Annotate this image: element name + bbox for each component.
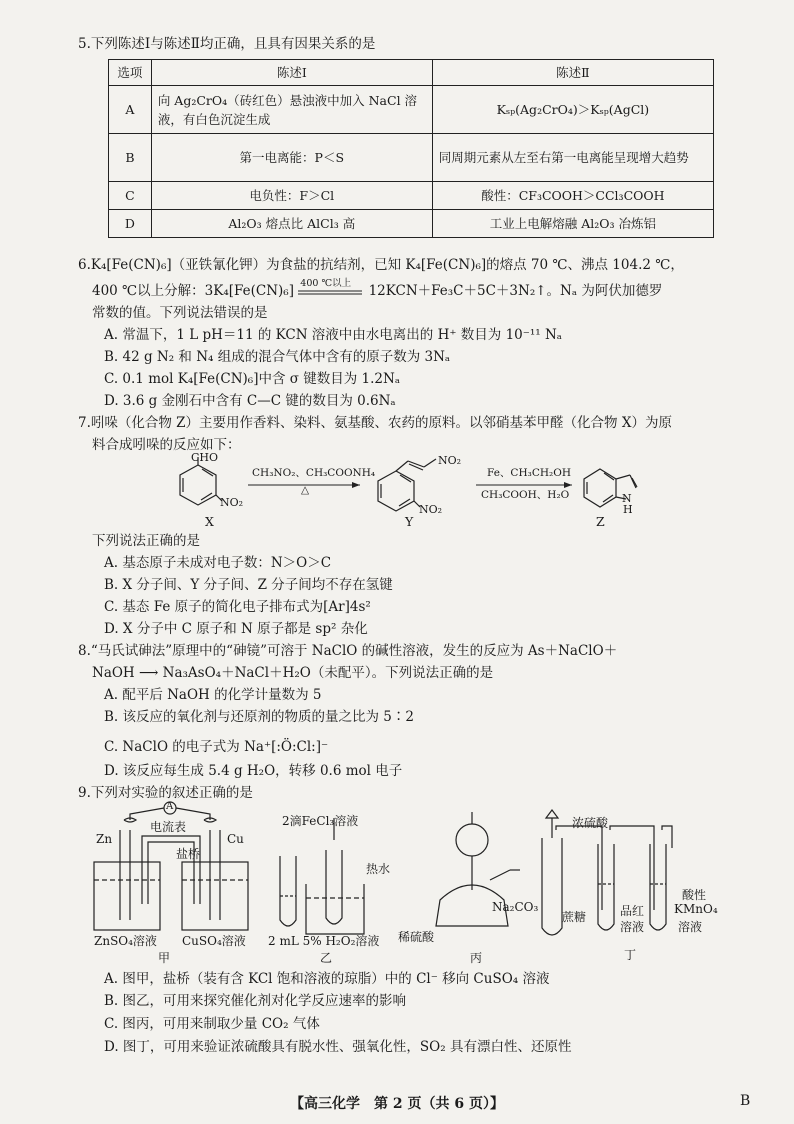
- z-h-label: H: [623, 503, 633, 516]
- q9-option-c: C. 图丙，可用来制取少量 CO₂ 气体: [104, 1016, 320, 1032]
- y-no2-label-bottom: NO₂: [419, 503, 443, 516]
- q6-condition: 400 ℃以上: [300, 277, 352, 289]
- apparatus-yi: [280, 818, 364, 934]
- q7-line1: 7.吲哚（化合物 Z）主要用作香料、染料、氨基酸、农药的原料。以邻硝基苯甲醛（化合物 X）为原: [78, 415, 672, 431]
- q9-option-d: D. 图丁，可用来验证浓硫酸具有脱水性、强氧化性，SO₂ 具有漂白性、还原性: [104, 1039, 572, 1055]
- row-option: A: [109, 86, 152, 134]
- x-cho-label: CHO: [191, 451, 219, 464]
- zn-electrode-label: Zn: [96, 832, 113, 846]
- kmno4-label: KMnO₄: [674, 902, 718, 916]
- q8-option-d: D. 该反应每生成 5.4 g H₂O，转移 0.6 mol 电子: [104, 763, 403, 779]
- q7-ask: 下列说法正确的是: [92, 533, 200, 549]
- q7-option-a: A. 基态原子未成对电子数：N＞O＞C: [104, 555, 332, 571]
- row-statement-2: 工业上电解熔融 Al₂O₃ 冶炼铝: [432, 210, 713, 238]
- sucrose-label: 蔗糖: [562, 910, 587, 924]
- header-option: 选项: [109, 60, 152, 86]
- figure-bing-label: 丙: [470, 951, 483, 965]
- header-statement-1: 陈述Ⅰ: [151, 60, 432, 86]
- header-statement-2: 陈述Ⅱ: [432, 60, 713, 86]
- row-statement-1: Al₂O₃ 熔点比 AlCl₃ 高: [151, 210, 432, 238]
- fecl3-label: 2滴FeCl₃溶液: [282, 814, 359, 828]
- figure-yi-label: 乙: [320, 951, 333, 965]
- q6-option-c: C. 0.1 mol K₄[Fe(CN)₆]中含 σ 键数目为 1.2Nₐ: [104, 371, 401, 387]
- cu-electrode-label: Cu: [227, 832, 244, 846]
- q8-option-b: B. 该反应的氧化剂与还原剂的物质的量之比为 5∶2: [104, 709, 414, 725]
- row-option: D: [109, 210, 152, 238]
- q6-line2: [92, 277, 663, 302]
- reaction2-reagents: Fe、CH₃CH₂OH: [487, 467, 571, 479]
- kmno4-solution-label: 溶液: [678, 920, 703, 934]
- figure-ding-label: 丁: [624, 948, 637, 962]
- compound-x-structure: [180, 457, 222, 505]
- y-no2-label-top: NO₂: [438, 454, 462, 467]
- q7-option-b: B. X 分子间、Y 分子间、Z 分子间均不存在氢键: [104, 577, 393, 593]
- q9-stem: 9.下列对实验的叙述正确的是: [78, 785, 253, 801]
- q9-option-a: A. 图甲，盐桥（装有含 KCl 饱和溶液的琼脂）中的 Cl⁻ 移向 CuSO₄ 溶液: [104, 971, 550, 987]
- cuso4-label: CuSO₄溶液: [182, 934, 246, 948]
- q7-option-c: C. 基态 Fe 原子的简化电子排布式为[Ar]4s²: [104, 599, 371, 615]
- reaction1-heat: △: [301, 484, 310, 496]
- hot-water-label: 热水: [366, 862, 391, 876]
- compound-y-label: Y: [405, 514, 414, 529]
- q7-line2: 料合成吲哚的反应如下：: [92, 437, 241, 453]
- q9-option-b: B. 图乙，可用来探究催化剂对化学反应速率的影响: [104, 993, 407, 1009]
- row-option: C: [109, 182, 152, 210]
- table-row: [109, 86, 714, 134]
- q8-line2: NaOH ⟶ Na₃AsO₄＋NaCl＋H₂O（未配平）。下列说法正确的是: [92, 665, 494, 681]
- pinhong-solution-label: 溶液: [620, 920, 645, 934]
- row-statement-1: 第一电离能：P＜S: [151, 134, 432, 182]
- q8-option-c: C. NaClO 的电子式为 Na⁺[:Ö:Cl:]⁻: [104, 739, 329, 755]
- q5-table: [108, 59, 714, 238]
- table-row: [109, 182, 714, 210]
- table-header-row: [109, 60, 714, 86]
- salt-bridge-label: 盐桥: [176, 847, 201, 861]
- na2co3-label: Na₂CO₃: [492, 900, 539, 914]
- q8-option-a: A. 配平后 NaOH 的化学计量数为 5: [104, 687, 322, 703]
- row-statement-2: Kₛₚ(Ag₂CrO₄)＞Kₛₚ(AgCl): [432, 86, 713, 134]
- page-footer: 【高三化学 第 2 页（共 6 页）】: [290, 1096, 504, 1112]
- paper-version-mark: B: [740, 1093, 751, 1109]
- reaction2-solvents: CH₃COOH、H₂O: [481, 489, 570, 501]
- row-statement-2: 同周期元素从左至右第一电离能呈现增大趋势: [432, 134, 713, 182]
- reaction1-conditions: CH₃NO₂、CH₃COONH₄: [252, 467, 376, 479]
- conc-acid-label: 浓硫酸: [572, 816, 609, 830]
- equals-arrow-icon: [298, 283, 364, 301]
- ammeter-name-label: 电流表: [150, 820, 187, 834]
- row-statement-1: 电负性：F＞Cl: [151, 182, 432, 210]
- q7-option-d: D. X 分子中 C 原子和 N 原子都是 sp² 杂化: [104, 621, 368, 637]
- row-statement-2: 酸性：CF₃COOH＞CCl₃COOH: [432, 182, 713, 210]
- q6-line2-right: 12KCN＋Fe₃C＋5C＋3N₂↑。Nₐ 为阿伏加德罗: [368, 283, 663, 299]
- dilute-acid-label: 稀硫酸: [398, 930, 435, 944]
- q6-option-b: B. 42 g N₂ 和 N₄ 组成的混合气体中含有的原子数为 3Nₐ: [104, 349, 451, 365]
- row-statement-1: 向 Ag₂CrO₄（砖红色）悬浊液中加入 NaCl 溶液，有白色沉淀生成: [151, 86, 432, 134]
- q6-line2-left: 400 ℃以上分解：3K₄[Fe(CN)₆]: [92, 283, 294, 299]
- figure-jia-label: 甲: [158, 951, 171, 965]
- q6-condition-arrow: [298, 277, 364, 301]
- q6-option-a: A. 常温下，1 L pH＝11 的 KCN 溶液中由水电离出的 H⁺ 数目为 10⁻¹¹ Nₐ: [104, 327, 563, 343]
- compound-x-label: X: [205, 514, 214, 529]
- q6-line1: 6.K₄[Fe(CN)₆]（亚铁氰化钾）为食盐的抗结剂，已知 K₄[Fe(CN)₆]的熔点 70 ℃、沸点 104.2 ℃，: [78, 257, 684, 273]
- table-row: [109, 210, 714, 238]
- q8-line1: 8.“马氏试砷法”原理中的“砷镜”可溶于 NaClO 的碱性溶液，发生的反应为 As＋NaClO＋: [78, 643, 618, 659]
- row-option: B: [109, 134, 152, 182]
- q6-line3: 常数的值。下列说法错误的是: [92, 305, 268, 321]
- x-no2-label: NO₂: [220, 496, 244, 509]
- q5-stem: 5.下列陈述Ⅰ与陈述Ⅱ均正确，且具有因果关系的是: [78, 36, 376, 52]
- q6-option-d: D. 3.6 g 金刚石中含有 C—C 键的数目为 0.6Nₐ: [104, 393, 396, 409]
- pinhong-label: 品红: [620, 904, 645, 918]
- ammeter-label: A: [166, 801, 174, 812]
- acidic-label: 酸性: [682, 888, 707, 902]
- z-n-label: N: [622, 492, 632, 505]
- h2o2-label: 2 mL 5% H₂O₂溶液: [268, 934, 380, 948]
- znso4-label: ZnSO₄溶液: [94, 934, 157, 948]
- table-row: [109, 134, 714, 182]
- compound-z-label: Z: [596, 514, 605, 529]
